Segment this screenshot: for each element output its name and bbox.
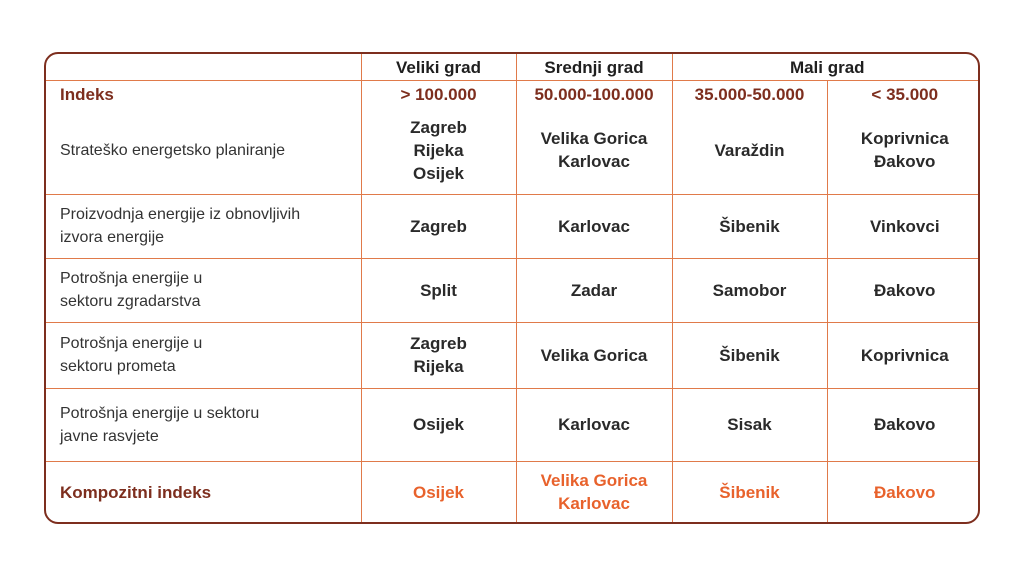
city-index-table <box>46 54 980 523</box>
cell-line: Velika Gorica <box>540 129 648 149</box>
cell-line: sektoru zgradarstva <box>60 293 201 310</box>
composite-row <box>46 461 980 523</box>
composite-label: Kompozitni indeks <box>46 461 361 523</box>
cell-line: Koprivnica <box>860 129 949 149</box>
row-label <box>46 194 361 258</box>
header-veliki-grad: Veliki grad <box>361 54 516 81</box>
cell-line: Osijek <box>412 415 465 434</box>
cell-line: Karlovac <box>558 152 630 172</box>
row-label <box>46 322 361 388</box>
table-row <box>46 258 980 322</box>
cell-line: Šibenik <box>719 216 780 236</box>
header-empty-cell <box>46 54 361 81</box>
city-cell <box>827 322 980 388</box>
city-index-table-frame <box>44 52 980 524</box>
cell-line: Varaždin <box>714 140 785 160</box>
cell-line: javne rasvjete <box>60 427 159 445</box>
city-cell <box>516 194 672 258</box>
city-cell <box>672 107 827 194</box>
city-cell <box>672 194 827 258</box>
cell-line: Rijeka <box>413 357 464 376</box>
cell-line: Osijek <box>412 482 465 502</box>
header-row <box>46 54 980 81</box>
row-label <box>46 258 361 322</box>
cell-line: Velika Gorica <box>540 471 648 491</box>
index-range-3: 35.000-50.000 <box>672 81 827 108</box>
table-row <box>46 107 980 194</box>
header-mali-grad: Mali grad <box>672 54 980 81</box>
table-row <box>46 322 980 388</box>
composite-cell <box>516 461 672 523</box>
city-cell <box>361 107 516 194</box>
city-cell <box>516 107 672 194</box>
cell-line: Đakovo <box>874 152 936 172</box>
city-cell <box>361 258 516 322</box>
cell-line: Potrošnja energije u <box>60 335 203 352</box>
cell-line: Rijeka <box>413 140 464 160</box>
city-cell <box>672 258 827 322</box>
cell-line: Split <box>420 280 457 300</box>
cell-line: Koprivnica <box>860 345 949 365</box>
row-label <box>46 107 361 194</box>
cell-line: Sisak <box>727 415 772 434</box>
index-row <box>46 81 980 108</box>
cell-line: Zadar <box>570 280 618 300</box>
table-row <box>46 194 980 258</box>
cell-line: Karlovac <box>558 216 630 236</box>
index-range-1: > 100.000 <box>361 81 516 108</box>
cell-line: Đakovo <box>874 482 936 502</box>
cell-line: sektoru prometa <box>60 358 176 375</box>
city-cell <box>672 388 827 461</box>
cell-line: Šibenik <box>719 482 780 502</box>
city-cell <box>361 194 516 258</box>
city-cell <box>516 258 672 322</box>
cell-line: Đakovo <box>874 280 936 300</box>
cell-line: Karlovac <box>558 494 630 514</box>
city-cell <box>516 388 672 461</box>
composite-cell <box>672 461 827 523</box>
table-row <box>46 388 980 461</box>
cell-line: Proizvodnja energije iz obnovljivih <box>60 206 301 223</box>
cell-line: Zagreb <box>410 216 467 236</box>
cell-line: Potrošnja energije u <box>60 270 203 287</box>
cell-line: Strateško energetsko planiranje <box>60 141 286 159</box>
city-cell <box>827 388 980 461</box>
cell-line: Zagreb <box>410 117 467 137</box>
cell-line: Karlovac <box>558 415 630 434</box>
header-srednji-grad: Srednji grad <box>516 54 672 81</box>
index-range-4: < 35.000 <box>827 81 980 108</box>
cell-line: Potrošnja energije u sektoru <box>60 404 260 422</box>
cell-line: Samobor <box>712 280 787 300</box>
cell-line: Velika Gorica <box>540 345 648 365</box>
city-cell <box>827 194 980 258</box>
cell-line: izvora energije <box>60 229 165 246</box>
city-cell <box>361 322 516 388</box>
city-cell <box>827 107 980 194</box>
cell-line: Šibenik <box>719 345 780 365</box>
index-label: Indeks <box>46 81 361 108</box>
cell-line: Vinkovci <box>869 216 940 236</box>
city-cell <box>516 322 672 388</box>
cell-line: Osijek <box>412 163 465 183</box>
city-cell <box>827 258 980 322</box>
cell-line: Zagreb <box>410 334 467 353</box>
city-cell <box>672 322 827 388</box>
cell-line: Đakovo <box>874 415 936 434</box>
table-body <box>46 107 980 523</box>
composite-cell <box>827 461 980 523</box>
row-label <box>46 388 361 461</box>
city-cell <box>361 388 516 461</box>
composite-cell <box>361 461 516 523</box>
index-range-2: 50.000-100.000 <box>516 81 672 108</box>
